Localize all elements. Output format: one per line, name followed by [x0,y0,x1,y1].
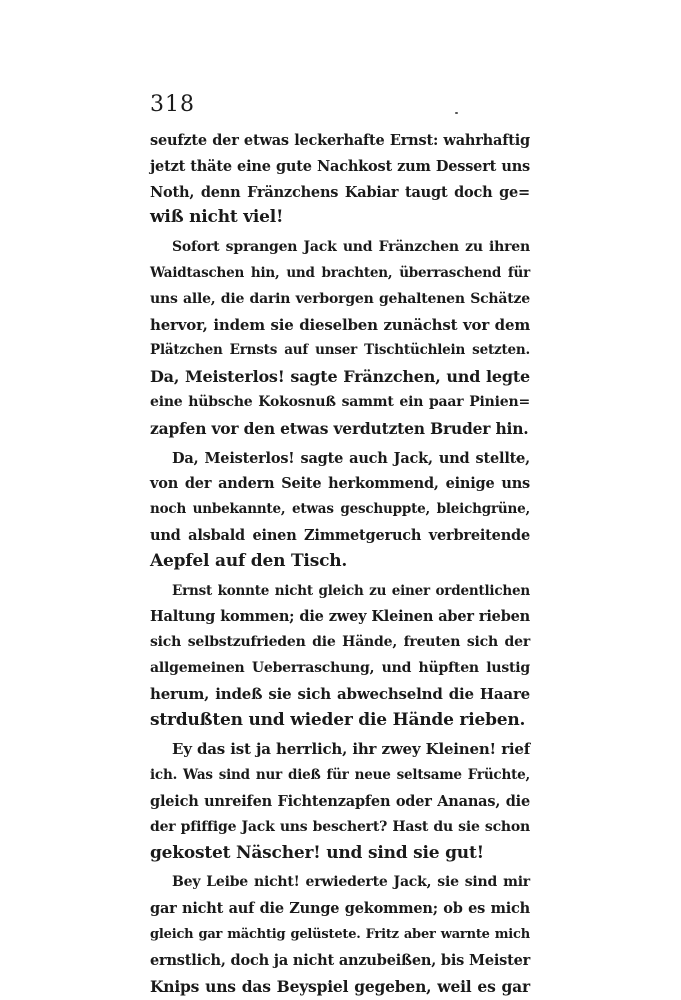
paragraph [150,737,530,866]
text-line: strdußten und wieder die Hände rieben. [150,709,526,730]
text-line: Da, Meisterlos! sagte Fränzchen, und legte [150,367,530,387]
text-line: Waidtaschen hin, und brachten, überraschend für [150,264,530,281]
text-line: allgemeinen Ueberraschung, und hüpften lustig [150,659,530,676]
text-line: Aepfel auf den Tisch. [150,550,348,571]
text-line: Knips uns das Beyspiel gegeben, weil es gar [150,976,530,996]
paper-speck [455,112,458,114]
text-line: der pfiffige Jack uns beschert? Hast du sie schon [150,818,530,835]
text-line: Noth, denn Fränzchens Kabiar taugt doch ge= [150,183,530,201]
paragraph [150,128,530,231]
text-line: und alsbald einen Zimmetgeruch verbreitende [150,526,530,544]
text-line: Ernst konnte nicht gleich zu einer ordentlichen [172,582,530,599]
text-line: Bey Leibe nicht! erwiederte Jack, sie sind mir [172,874,530,891]
paragraph [150,870,530,999]
text-line: Da, Meisterlos! sagte auch Jack, und stellte, [172,449,530,467]
text-line: von der andern Seite herkommend, einige uns [150,475,530,493]
text-line: Plätzchen Ernsts auf unser Tischtüchlein setzten. [150,342,530,359]
text-line: hervor, indem sie dieselben zunächst vor dem [150,315,530,334]
text-line: noch unbekannte, etwas geschuppte, bleichgrüne, [150,501,530,518]
text-line: herum, indeß sie sich abwechselnd die Haare [150,684,530,703]
text-line: eine hübsche Kokosnuß sammt ein paar Pinien= [150,393,530,410]
text-line: wiß nicht viel! [150,207,284,228]
text-line: jetzt thäte eine gute Nachkost zum Dessert uns [150,157,530,175]
text-line: uns alle, die darin verborgen gehaltenen Schätze [150,290,530,307]
paragraph [150,579,530,734]
page-number: 318 [150,92,195,117]
text-line: gar nicht auf die Zunge gekommen; ob es mich [150,900,530,918]
text-line: ich. Was sind nur dieß für neue seltsame Früchte, [150,767,530,784]
text-line: sich selbstzufrieden die Hände, freuten sich der [150,634,530,651]
body-text [150,128,530,999]
text-line: zapfen vor den etwas verdutzten Bruder hin. [150,418,529,438]
text-line: gleich unreifen Fichtenzapfen oder Ananas, die [150,792,530,810]
text-line: ernstlich, doch ja nicht anzubeißen, bis Meister [150,951,531,969]
text-line: Haltung kommen; die zwey Kleinen aber rieben [150,608,530,626]
text-line: Ey das ist ja herrlich, ihr zwey Kleinen! rief [172,740,530,759]
paragraph [150,446,530,575]
text-line: Sofort sprangen Jack und Fränzchen zu ihren [172,239,530,256]
paragraph [150,235,530,441]
text-line: gleich gar mächtig gelüstete. Fritz aber warnte mich [150,926,530,942]
text-line: gekostet Näscher! und sind sie gut! [150,842,484,863]
text-line: seufzte der etwas leckerhafte Ernst: wahrhaftig [150,132,530,149]
